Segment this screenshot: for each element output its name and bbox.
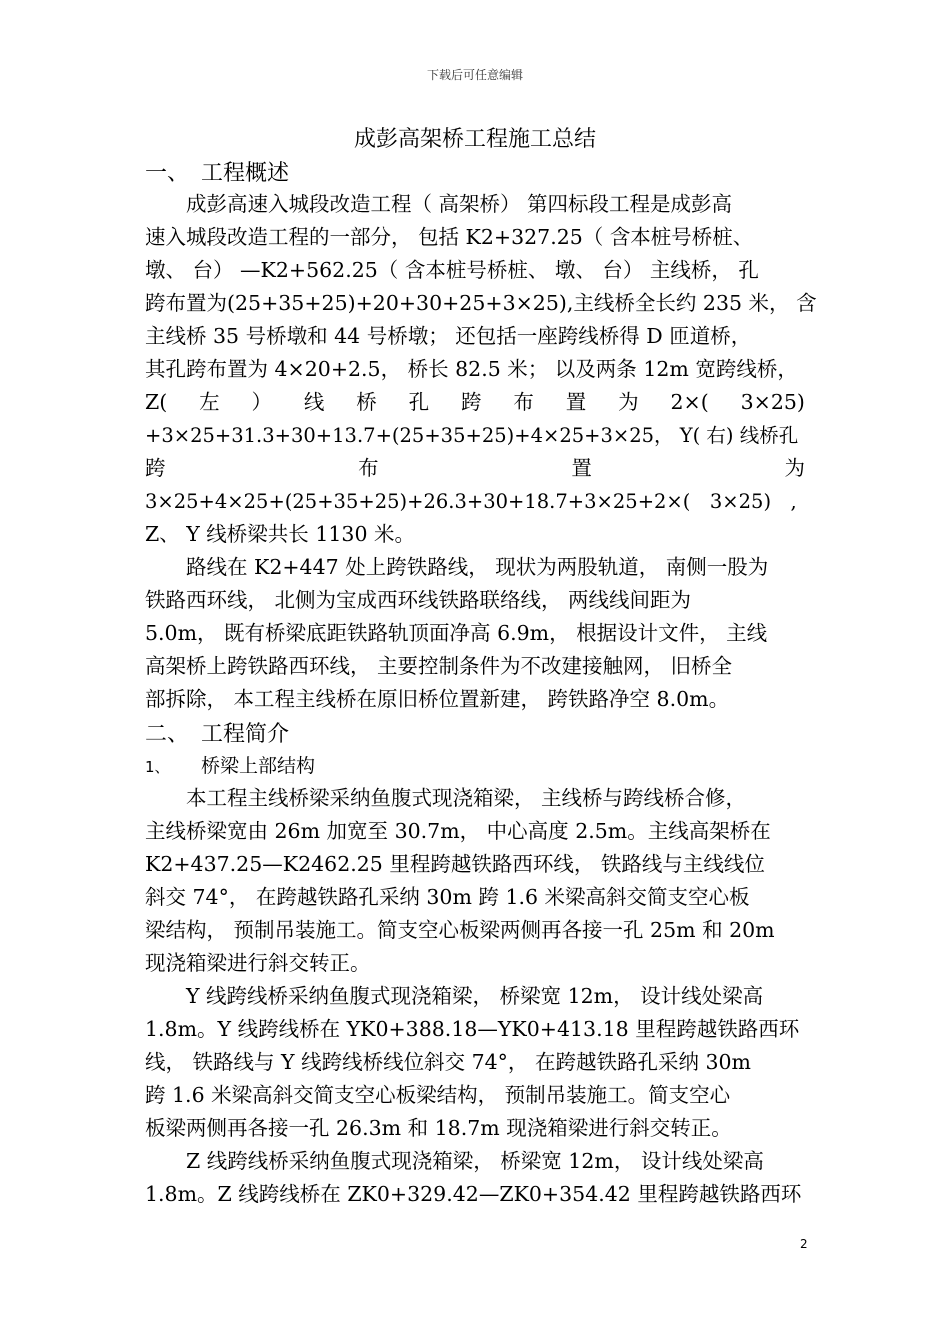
text-line: Y 线跨线桥采纳鱼腹式现浇箱梁， 桥梁宽 12m， 设计线处梁高 [145, 984, 764, 1008]
text-token: 左 [199, 390, 220, 414]
text-line-spread [145, 452, 805, 485]
text-line: 本工程主线桥梁采纳鱼腹式现浇箱梁， 主线桥与跨线桥合修， [145, 786, 747, 810]
section-number: 二、 [145, 722, 190, 747]
text-line: +3×25+31.3+30+13.7+(25+35+25)+4×25+3×25， Y( 右) 线桥孔 [145, 424, 799, 447]
text-token: 跨 [145, 456, 166, 480]
overview-paragraph-1 [145, 188, 817, 551]
text-token: 跨 [461, 390, 482, 414]
text-line: 板梁两侧再各接一孔 26.3m 和 18.7m 现浇箱梁进行斜交转正。 [145, 1116, 732, 1140]
page-header: 下载后可任意编辑 [426, 68, 523, 82]
text-token: Z( [145, 390, 168, 414]
text-line-spread [145, 386, 805, 419]
text-line: 跨布置为(25+35+25)+20+30+25+3×25),主线桥全长约 235 米， 含 [145, 291, 817, 315]
introduction-paragraph-2 [145, 980, 805, 1145]
text-line: 成彭高速入城段改造工程（ 高架桥） 第四标段工程是成彭高 [145, 192, 733, 216]
overview-paragraph-2 [145, 551, 805, 716]
page-number: 2 [800, 1237, 808, 1251]
section-title: 工程简介 [201, 722, 290, 747]
text-token: 桥 [356, 390, 377, 414]
text-line: 现浇箱梁进行斜交转正。 [145, 951, 371, 975]
text-token: 布 [513, 390, 534, 414]
section-heading-overview [145, 156, 289, 187]
introduction-paragraph-3 [145, 1145, 805, 1211]
text-token: 布 [358, 456, 379, 480]
text-token: 为 [784, 456, 805, 480]
text-line: 3×25+4×25+(25+35+25)+26.3+30+18.7+3×25+2×( 3×25) , [145, 490, 797, 513]
text-line: 部拆除， 本工程主线桥在原旧桥位置新建， 跨铁路净空 8.0m。 [145, 687, 730, 711]
text-line: K2+437.25—K2462.25 里程跨越铁路西环线， 铁路线与主线线位 [145, 852, 765, 876]
text-token: 2×( [670, 390, 709, 414]
text-line: 梁结构， 预制吊装施工。简支空心板梁两侧再各接一孔 25m 和 20m [145, 918, 775, 942]
text-line: 1.8m。Y 线跨线桥在 YK0+388.18—YK0+413.18 里程跨越铁路西环 [145, 1017, 800, 1041]
text-token: ） [251, 390, 272, 414]
text-line: 跨 1.6 米梁高斜交简支空心板梁结构， 预制吊装施工。简支空心 [145, 1083, 731, 1107]
text-token: 3×25) [740, 390, 805, 414]
subsection-heading [145, 751, 315, 778]
text-token: 置 [565, 390, 587, 414]
text-line: 速入城段改造工程的一部分， 包括 K2+327.25（ 含本桩号桥桩、 [145, 225, 754, 249]
introduction-paragraph-1 [145, 782, 805, 980]
text-line: 主线桥 35 号桥墩和 44 号桥墩； 还包括一座跨线桥得 D 匝道桥， [145, 324, 752, 348]
text-token: 孔 [408, 390, 430, 414]
text-line: 1.8m。Z 线跨线桥在 ZK0+329.42—ZK0+354.42 里程跨越铁路西环 [145, 1182, 802, 1206]
text-line: 墩、 台） —K2+562.25（ 含本桩号桥桩、 墩、 台） 主线桥， 孔 [145, 258, 759, 282]
subsection-number: 1、 [145, 758, 170, 776]
text-line: 5.0m， 既有桥梁底距铁路轨顶面净高 6.9m， 根据设计文件， 主线 [145, 621, 768, 645]
text-line: 路线在 K2+447 处上跨铁路线， 现状为两股轨道， 南侧一股为 [145, 555, 769, 579]
text-line: 线， 铁路线与 Y 线跨线桥线位斜交 74°， 在跨越铁路孔采纳 30m [145, 1050, 751, 1074]
document-title: 成彭高架桥工程施工总结 [353, 127, 596, 152]
text-line: Z、 Y 线桥梁共长 1130 米。 [145, 522, 416, 546]
text-line: 斜交 74°， 在跨越铁路孔采纳 30m 跨 1.6 米梁高斜交简支空心板 [145, 885, 750, 909]
section-heading-introduction [145, 717, 289, 748]
subsection-title: 桥梁上部结构 [201, 755, 316, 777]
text-line: 主线桥梁宽由 26m 加宽至 30.7m， 中心高度 2.5m。主线高架桥在 [145, 819, 771, 843]
text-token: 线 [303, 390, 325, 414]
text-token: 置 [571, 456, 592, 480]
section-title: 工程概述 [201, 161, 290, 186]
text-line: Z 线跨线桥采纳鱼腹式现浇箱梁， 桥梁宽 12m， 设计线处梁高 [145, 1149, 764, 1173]
section-number: 一、 [145, 161, 190, 186]
text-line: 高架桥上跨铁路西环线， 主要控制条件为不改建接触网， 旧桥全 [145, 654, 733, 678]
text-line: 其孔跨布置为 4×20+2.5， 桥长 82.5 米； 以及两条 12m 宽跨线桥， [145, 357, 798, 381]
text-token: 为 [618, 390, 639, 414]
text-line: 铁路西环线， 北侧为宝成西环线铁路联络线， 两线线间距为 [145, 588, 692, 612]
